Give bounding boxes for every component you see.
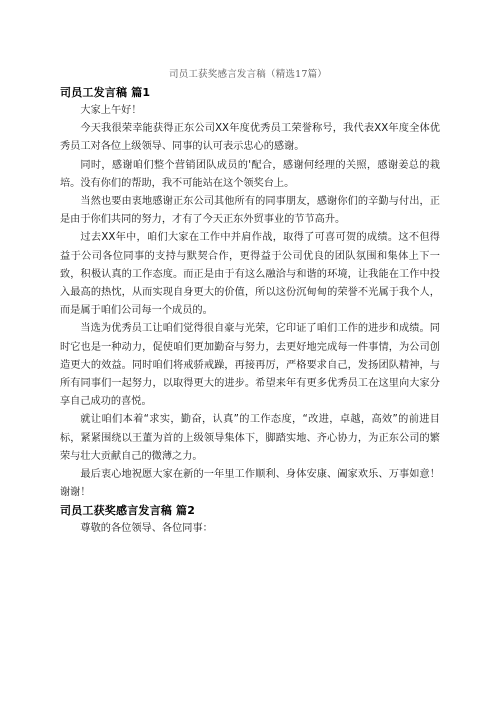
paragraph: 就让咱们本着“求实，勤奋，认真”的工作态度，“改进，卓越，高效”的前进目标，紧紧围绕以王董为首的上级领导集体下，脚踏实地、齐心协力，为正东公司的繁荣与壮大贡献自己的微薄之力。 [60, 414, 440, 462]
paragraph: 当然也要由衷地感谢正东公司其他所有的同事朋友，感谢你们的辛勤与付出，正是由于你们共同的努力，才有了今天正东外贸事业的节节高升。 [60, 196, 440, 226]
paragraph: 今天我很荣幸能获得正东公司XX年度优秀员工荣誉称号，我代表XX年度全体优秀员工对各位上级领导、同事的认可表示忠心的感谢。 [60, 123, 440, 153]
section-heading-1: 司员工发言稿 篇1 [60, 86, 151, 99]
paragraph: 同时，感谢咱们整个营销团队成员的'配合，感谢何经理的关照，感谢姜总的栽培。没有你们的帮助，我不可能站在这个领奖台上。 [60, 159, 440, 189]
paragraph: 尊敬的各位领导、各位同事： [80, 523, 213, 535]
section-heading-2: 司员工获奖感言发言稿 篇2 [60, 504, 196, 518]
paragraph: 当选为优秀员工让咱们觉得很自豪与光荣，它印证了咱们工作的进步和成绩。同时它也是一种动力，促使咱们更加勤奋与努力，去更好地完成每一件事情，为公司创造更大的效益。同时咱们将戒骄戒躁，再接再厉，严格要求自己，发扬团队精神，与所有同事们一起努力，以取得更大的进步。希望来年有更多优秀员工在这里向大家分享自己成功的喜悦。 [60, 323, 440, 408]
paragraph: 大家上午好！ [80, 105, 142, 116]
paragraph: 过去XX年中，咱们大家在工作中并肩作战，取得了可喜可贺的成绩。这不但得益于公司各位同事的支持与默契合作，更得益于公司优良的团队氛围和集体上下一致，积极认真的工作态度。而正是由于有这么融洽与和谐的环境，让我能在工作中投入最高的热忱，从而实现自身更大的价值，所以这份沉甸甸的荣誉不光属于我个人，而是属于咱们公司每一个成员的。 [60, 232, 440, 317]
paragraph: 最后衷心地祝愿大家在新的一年里工作顺利、身体安康、阖家欢乐、万事如意！谢谢！ [60, 469, 440, 499]
document-title: 司员工获奖感言发言稿（精选17篇） [169, 69, 327, 80]
document-body [60, 84, 440, 539]
